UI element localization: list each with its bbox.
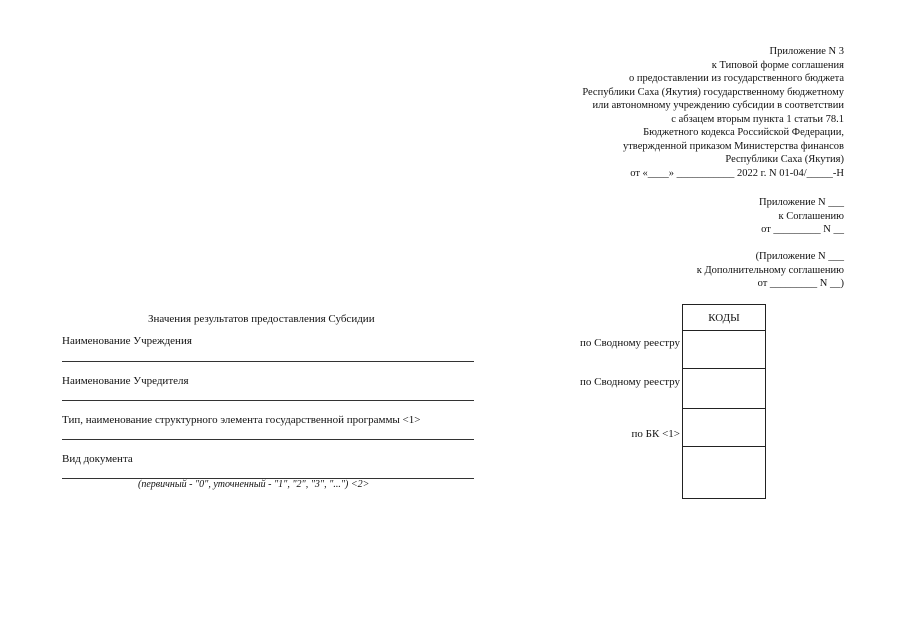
registry-label: по Сводному реестру (580, 376, 680, 388)
supplementary-line: к Дополнительному соглашению (696, 264, 844, 276)
header-line: или автономному учреждению субсидии в соответствии (592, 100, 844, 111)
institution-name-label: Наименование Учреждения (62, 335, 192, 347)
form-title: Значения результатов предоставления Субсидии (148, 313, 375, 325)
document-type-code-cell[interactable] (683, 447, 765, 498)
agreement-appendix (759, 196, 844, 237)
supplementary-appendix (697, 250, 844, 291)
document-type-label: Вид документа (62, 453, 133, 465)
founder-name-label: Наименование Учредителя (62, 375, 189, 387)
header-line: Бюджетного кодекса Российской Федерации, (643, 127, 844, 138)
codes-header: КОДЫ (683, 305, 765, 331)
bk-label: по БК <1> (631, 428, 680, 440)
codes-table (682, 304, 766, 499)
founder-name-line[interactable] (62, 400, 474, 401)
header-line: утвержденной приказом Министерства финансов (622, 140, 844, 152)
agreement-line: Приложение N ___ (759, 197, 844, 208)
document-type-hint: (первичный - "0", уточненный - "1", "2", "3", "...") <2> (138, 479, 370, 490)
header-line: о предоставлении из государственного бюджета (628, 73, 844, 84)
appendix-header (582, 45, 844, 180)
header-line: Приложение N 3 (769, 46, 844, 57)
registry-label: по Сводному реестру (580, 337, 680, 349)
header-line: к Типовой форме соглашения (711, 59, 844, 71)
agreement-line: к Соглашению (778, 210, 844, 222)
institution-name-line[interactable] (62, 361, 474, 362)
header-line: от «____» ___________ 2022 г. N 01-04/_____-Н (630, 167, 844, 179)
header-line: с абзацем вторым пункта 1 статьи 78.1 (671, 113, 844, 125)
agreement-line: от _________ N __ (761, 224, 844, 235)
registry-code-cell[interactable] (683, 369, 765, 409)
registry-code-cell[interactable] (683, 331, 765, 369)
supplementary-line: (Приложение N ___ (755, 251, 844, 262)
header-line: Республики Саха (Якутия) государственному бюджетному (582, 86, 844, 98)
supplementary-line: от _________ N __) (757, 278, 844, 289)
bk-code-cell[interactable] (683, 409, 765, 447)
header-line: Республики Саха (Якутия) (725, 154, 844, 165)
program-element-label: Тип, наименование структурного элемента государственной программы <1> (62, 414, 421, 426)
program-element-line[interactable] (62, 439, 474, 440)
